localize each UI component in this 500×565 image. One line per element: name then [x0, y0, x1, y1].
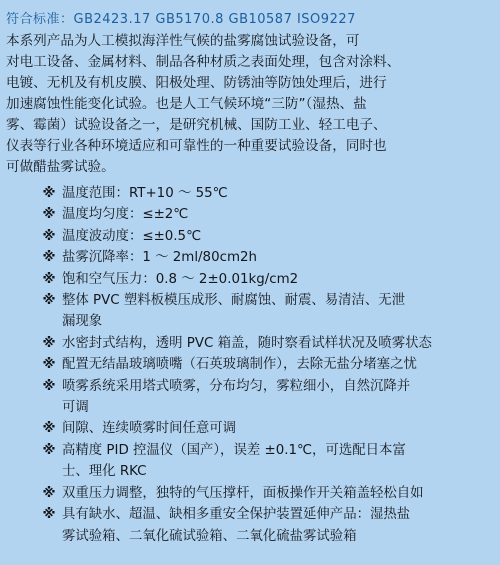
feature-text-continued: 士、理化 RKC — [62, 464, 147, 480]
feature-text-continued: 雾试验箱、二氧化硫试验箱、二氧化硫盐雾试验箱 — [62, 528, 357, 544]
standards-line: 符合标准：GB2423.17 GB5170.8 GB10587 ISO9227 — [6, 12, 356, 27]
feature-item — [0, 290, 500, 333]
feature-item — [0, 504, 500, 547]
intro-line: 本系列产品为人工模拟海洋性气候的盐雾腐蚀试验设备，可 — [6, 33, 360, 49]
feature-item — [0, 376, 500, 419]
bullet-mark-icon: ※ — [42, 421, 56, 437]
bullet-mark-icon: ※ — [42, 485, 56, 501]
bullet-mark-icon: ※ — [42, 207, 56, 223]
feature-item — [0, 333, 500, 354]
bullet-mark-icon: ※ — [42, 335, 56, 351]
feature-text: 配置无结晶玻璃喷嘴（石英玻璃制作），去除无盐分堵塞之忧 — [62, 357, 417, 373]
feature-text-continued: 漏现象 — [62, 314, 103, 330]
feature-text: 间隙、连续喷雾时间任意可调 — [62, 421, 237, 437]
intro-line: 电镀、无机及有机皮膜、阳极处理、防锈油等防蚀处理后，进行 — [6, 75, 387, 91]
feature-item — [0, 269, 500, 290]
bullet-mark-icon: ※ — [42, 293, 56, 309]
intro-paragraph — [6, 31, 496, 178]
feature-text: 温度范围：RT+10 ～ 55℃ — [62, 186, 228, 201]
feature-text: 喷雾系统采用塔式喷雾，分布均匀，雾粒细小，自然沉降并 — [62, 378, 411, 394]
feature-item — [0, 440, 500, 483]
feature-text: 双重压力调整，独特的气压撑杆，面板操作开关箱盖轻松自如 — [62, 485, 424, 501]
bullet-mark-icon: ※ — [42, 357, 56, 373]
feature-text-continued: 可调 — [62, 400, 89, 416]
feature-item — [0, 204, 500, 225]
feature-text: 整体 PVC 塑料板模压成形、耐腐蚀、耐震、易清洁、无泄 — [62, 293, 406, 309]
feature-item — [0, 247, 500, 268]
feature-text: 水密封式结构，透明 PVC 箱盖，随时察看试样状况及喷雾状态 — [62, 335, 432, 351]
intro-line: 可做醋盐雾试验。 — [6, 159, 115, 175]
intro-line: 加速腐蚀性能变化试验。也是人工气候环境“三防”（湿热、盐 — [6, 96, 367, 112]
intro-line: 对电工设备、金属材料、制品各种材质之表面处理，包含对涂料、 — [6, 54, 401, 70]
feature-list — [0, 183, 500, 547]
feature-item — [0, 226, 500, 247]
feature-item — [0, 354, 500, 375]
bullet-mark-icon: ※ — [42, 442, 56, 458]
feature-item — [0, 418, 500, 439]
feature-item — [0, 483, 500, 504]
feature-text: 温度均匀度：≤±2℃ — [62, 207, 189, 223]
bullet-mark-icon: ※ — [42, 250, 56, 266]
bullet-mark-icon: ※ — [42, 186, 56, 201]
bullet-mark-icon: ※ — [42, 378, 56, 394]
feature-text: 具有缺水、超温、缺相多重安全保护装置延伸产品：湿热盐 — [62, 507, 411, 523]
intro-line: 雾、霉菌）试验设备之一，是研究机械、国防工业、轻工电子、 — [6, 117, 387, 133]
feature-text: 饱和空气压力：0.8 ～ 2±0.01kg/cm2 — [62, 271, 299, 287]
feature-text: 盐雾沉降率：1 ～ 2ml/80cm2h — [62, 250, 258, 266]
bullet-mark-icon: ※ — [42, 228, 56, 244]
feature-item — [0, 183, 500, 204]
intro-line: 仪表等行业各种环境适应和可靠性的一种重要试验设备，同时也 — [6, 138, 387, 154]
bullet-mark-icon: ※ — [42, 271, 56, 287]
feature-text: 高精度 PID 控温仪（国产），误差 ±0.1℃，可选配日本富 — [62, 442, 406, 458]
bullet-mark-icon: ※ — [42, 507, 56, 523]
feature-text: 温度波动度：≤±0.5℃ — [62, 228, 202, 244]
